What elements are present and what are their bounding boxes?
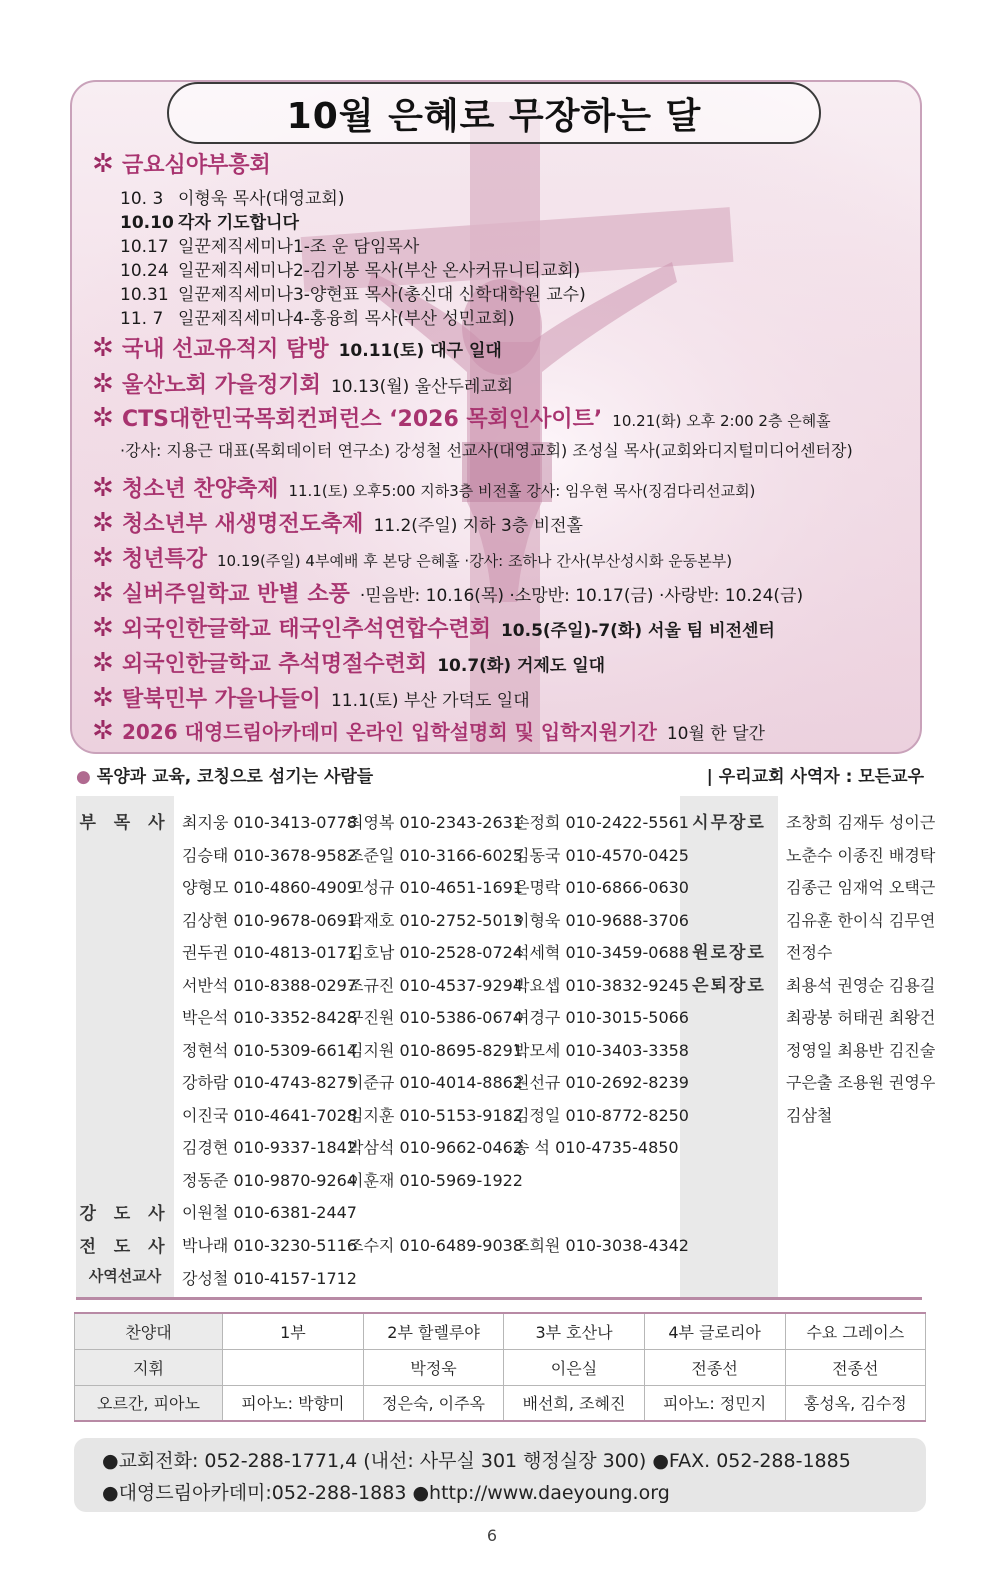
table-cell: 피아노: 박향미	[223, 1385, 364, 1421]
table-cell: 오르간, 피아노	[75, 1385, 223, 1421]
staff-entry: 김승태 010-3678-9582	[182, 846, 357, 865]
table-header-cell: 수요 그레이스	[785, 1313, 925, 1349]
staff-entry: 강하람 010-4743-8275	[182, 1073, 357, 1092]
flower-bullet-icon: ✲	[92, 403, 114, 433]
table-cell: 전종선	[644, 1349, 785, 1385]
flower-bullet-icon: ✲	[92, 716, 114, 746]
role-associate-pastor: 부 목 사	[79, 813, 171, 833]
table-row	[75, 1349, 926, 1385]
revival-session: 10.17 일꾼제직세미나1-조 운 담임목사	[120, 237, 420, 257]
staff-entry: 조수지 010-6489-9038	[348, 1236, 523, 1255]
staff-entry: 정현석 010-5309-6614	[182, 1041, 357, 1060]
event-thai-retreat: ✲ 외국인한글학교 태국인추석연합수련회 10.5(주일)-7(화) 서울 팀 비전센터	[92, 613, 775, 643]
flower-bullet-icon: ✲	[92, 369, 114, 399]
table-cell: 전종선	[785, 1349, 925, 1385]
staff-entry: 임지훈 010-5153-9182	[348, 1106, 523, 1125]
retired-elder-names: 최용석 권영순 김용길	[786, 976, 936, 995]
staff-entry: 최영복 010-2343-2631	[348, 813, 523, 832]
staff-entry: 이형욱 010-9688-3706	[514, 911, 689, 930]
table-header-cell: 3부 호산나	[504, 1313, 644, 1349]
staff-entry: 박삼석 010-9662-0462	[348, 1138, 523, 1157]
table-header-cell: 찬양대	[75, 1313, 223, 1349]
table-cell: 홍성옥, 김수정	[785, 1385, 925, 1421]
staff-entry: 정동준 010-9870-9264	[182, 1171, 357, 1190]
staff-entry: 김상현 010-9678-0691	[182, 911, 357, 930]
flower-bullet-icon: ✲	[92, 333, 114, 363]
staff-entry: 박나래 010-3230-5116	[182, 1236, 357, 1255]
elder-role-column	[680, 796, 778, 1298]
page-title: 10월 은혜로 무장하는 달	[167, 82, 821, 144]
choir-table	[74, 1312, 926, 1422]
staff-section-header: ● 목양과 교육, 코칭으로 섬기는 사람들	[76, 767, 374, 787]
page-number: 6	[486, 1526, 498, 1545]
staff-entry: 구진원 010-5386-0674	[348, 1008, 523, 1027]
staff-entry: 석세혁 010-3459-0688	[514, 943, 689, 962]
event-youth-praise: ✲ 청소년 찬양축제 11.1(토) 오후5:00 지하3층 비전홀 강사: 임우현 목사(징검다리선교회)	[92, 473, 756, 503]
staff-section-motto: | 우리교회 사역자 : 모든교우	[706, 767, 924, 787]
revival-session: 10. 3 이형욱 목사(대영교회)	[120, 189, 345, 209]
staff-entry: 이훈재 010-5969-1922	[348, 1171, 523, 1190]
table-cell: 박정욱	[363, 1349, 503, 1385]
table-cell: 지휘	[75, 1349, 223, 1385]
staff-entry: 여경구 010-3015-5066	[514, 1008, 689, 1027]
retired-elder-names: 최광봉 허태권 최왕건	[786, 1008, 936, 1027]
staff-entry: 권두권 010-4813-0171	[182, 943, 357, 962]
revival-session: 10.31 일꾼제직세미나3-양현표 목사(총신대 신학대학원 교수)	[120, 285, 586, 305]
event-defector-outing: ✲ 탈북민부 가을나들이 11.1(토) 부산 가덕도 일대	[92, 683, 530, 713]
event-cts-conference: ✲ CTS대한민국목회컨퍼런스 ‘2026 목회인사이트’ 10.21(화) 오후 2:00 2층 은혜홀	[92, 403, 831, 433]
honorary-elder-names: 전정수	[786, 943, 833, 962]
staff-entry: 조규진 010-4537-9294	[348, 976, 523, 995]
event-friday-revival: ✲ 금요심야부흥회	[92, 149, 271, 179]
role-elders: 시무장로	[692, 813, 766, 833]
revival-session: 10.10 각자 기도합니다	[120, 213, 299, 233]
staff-entry: 서반석 010-8388-0297	[182, 976, 357, 995]
table-cell	[223, 1349, 364, 1385]
table-header-row	[75, 1313, 926, 1349]
role-retired-elders: 은퇴장로	[692, 976, 766, 996]
divider	[76, 1297, 922, 1300]
table-cell: 이은실	[504, 1349, 644, 1385]
role-evangelist: 강 도 사	[79, 1204, 171, 1224]
staff-entry: 양형모 010-4860-4909	[182, 878, 357, 897]
table-row	[75, 1385, 926, 1421]
staff-entry: 손정희 010-2422-5561	[514, 813, 689, 832]
staff-entry: 박모세 010-3403-3358	[514, 1041, 689, 1060]
table-header-cell: 2부 할렐루야	[363, 1313, 503, 1349]
contact-phone-line: ●교회전화: 052-288-1771,4 (내선: 사무실 301 행정실장 300) ●FAX. 052-288-1885	[102, 1450, 851, 1472]
staff-entry: 곽재호 010-2752-5013	[348, 911, 523, 930]
role-honorary-elders: 원로장로	[692, 943, 766, 963]
staff-entry: 이진국 010-4641-7028	[182, 1106, 357, 1125]
retired-elder-names: 구은출 조용원 권영우	[786, 1073, 936, 1092]
elder-names: 조창희 김재두 성이근	[786, 813, 936, 832]
retired-elder-names: 정영일 최용반 김진술	[786, 1041, 936, 1060]
event-youth-evangelism: ✲ 청소년부 새생명전도축제 11.2(주일) 지하 3층 비전홀	[92, 508, 583, 538]
staff-entry: 이원철 010-6381-2447	[182, 1203, 357, 1222]
event-silver-school-picnic: ✲ 실버주일학교 반별 소풍 ·믿음반: 10.16(목) ·소망반: 10.17(금) ·사랑반: 10.24(금)	[92, 578, 804, 608]
event-young-adult-lecture: ✲ 청년특강 10.19(주일) 4부예배 후 본당 은혜홀 ·강사: 조하나 간사(부산성시화 운동본부)	[92, 543, 733, 573]
table-header-cell: 4부 글로리아	[644, 1313, 785, 1349]
table-cell: 피아노: 정민지	[644, 1385, 785, 1421]
event-mission-tour: ✲ 국내 선교유적지 탐방 10.11(토) 대구 일대	[92, 333, 502, 363]
event-academy-admission: ✲ 2026 대영드림아카데미 온라인 입학설명회 및 입학지원기간 10월 한 달간	[92, 716, 765, 746]
staff-entry: 최지웅 010-3413-0778	[182, 813, 357, 832]
table-header-cell: 1부	[223, 1313, 364, 1349]
table-cell: 배선희, 조혜진	[504, 1385, 644, 1421]
staff-entry: 조준일 010-3166-6025	[348, 846, 523, 865]
staff-entry: 김경현 010-9337-1842	[182, 1138, 357, 1157]
staff-entry: 박요셉 010-3832-9245	[514, 976, 689, 995]
retired-elder-names: 김삼철	[786, 1106, 833, 1125]
revival-session: 11. 7 일꾼제직세미나4-홍융희 목사(부산 성민교회)	[120, 309, 515, 329]
staff-entry: 김호남 010-2528-0724	[348, 943, 523, 962]
elder-names: 김유훈 한이식 김무연	[786, 911, 936, 930]
flower-bullet-icon: ✲	[92, 508, 114, 538]
flower-bullet-icon: ✲	[92, 613, 114, 643]
contact-web-line[interactable]: ●대영드림아카데미:052-288-1883 ●http://www.daeyoung.org	[102, 1482, 670, 1504]
flower-bullet-icon: ✲	[92, 683, 114, 713]
announcement-box	[70, 80, 922, 754]
staff-entry: 박은석 010-3352-8428	[182, 1008, 357, 1027]
flower-bullet-icon: ✲	[92, 473, 114, 503]
staff-entry: 조희원 010-3038-4342	[514, 1236, 689, 1255]
revival-session: 10.24 일꾼제직세미나2-김기봉 목사(부산 온사커뮤니티교회)	[120, 261, 581, 281]
table-cell: 정은숙, 이주옥	[363, 1385, 503, 1421]
elder-names: 김종근 임재억 오택근	[786, 878, 936, 897]
flower-bullet-icon: ✲	[92, 648, 114, 678]
elder-names: 노춘수 이종진 배경탁	[786, 846, 936, 865]
staff-entry: 김지원 010-8695-8291	[348, 1041, 523, 1060]
staff-entry: 강성철 010-4157-1712	[182, 1269, 357, 1288]
staff-entry: 송 석 010-4735-4850	[514, 1138, 679, 1157]
event-chuseok-retreat: ✲ 외국인한글학교 추석명절수련회 10.7(화) 거제도 일대	[92, 648, 606, 678]
staff-entry: 이준규 010-4014-8862	[348, 1073, 523, 1092]
contact-box	[74, 1438, 926, 1512]
event-presbytery-meeting: ✲ 울산노회 가을정기회 10.13(월) 울산두레교회	[92, 369, 514, 399]
staff-entry: 고성규 010-4651-1691	[348, 878, 523, 897]
staff-entry: 원선규 010-2692-8239	[514, 1073, 689, 1092]
bullet-dot-icon: ●	[76, 767, 91, 787]
flower-bullet-icon: ✲	[92, 578, 114, 608]
staff-entry: 김동국 010-4570-0425	[514, 846, 689, 865]
flower-bullet-icon: ✲	[92, 149, 114, 179]
staff-entry: 은명락 010-6866-0630	[514, 878, 689, 897]
flower-bullet-icon: ✲	[92, 543, 114, 573]
role-minister: 전 도 사	[79, 1237, 171, 1257]
role-missionary: 사역선교사	[88, 1267, 162, 1285]
cts-speakers: ·강사: 지용근 대표(목회데이터 연구소) 강성철 선교사(대영교회) 조성실 목사(교회와디지털미디어센터장)	[120, 441, 853, 460]
staff-entry: 김정일 010-8772-8250	[514, 1106, 689, 1125]
